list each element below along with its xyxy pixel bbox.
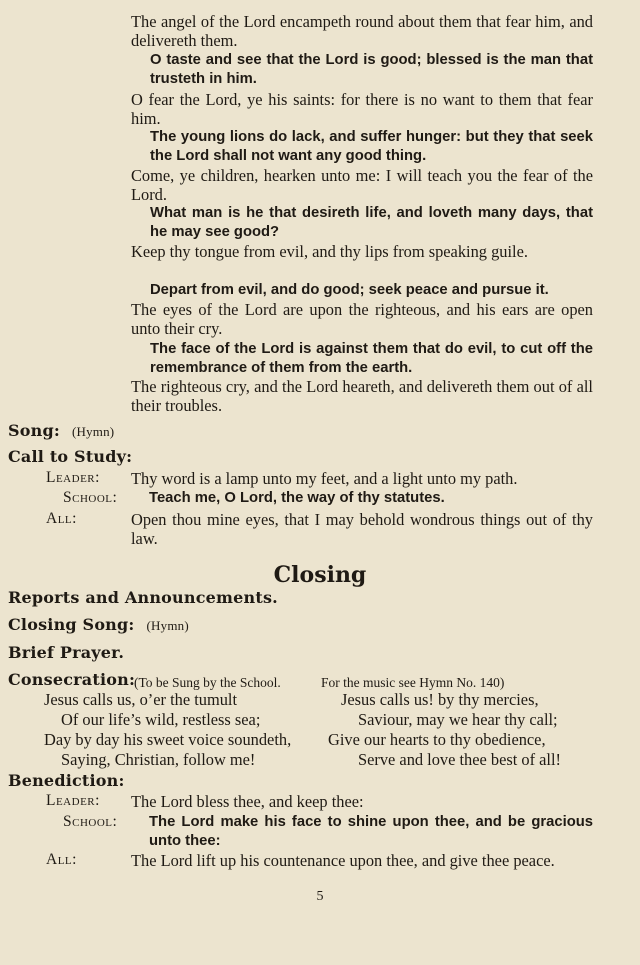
psalm-response: What man is he that desireth life, and loveth many days, that he may see good? [150, 205, 593, 240]
song-label: Song: [8, 421, 60, 440]
school-text: The Lord make his face to shine upon thee, and be gracious unto thee: [149, 814, 593, 849]
consecration-music-note: For the music see Hymn No. 140) [321, 675, 505, 690]
leader-role: Leader: [46, 792, 100, 809]
all-role: All: [46, 510, 77, 527]
school-text: Teach me, O Lord, the way of thy statutes. [149, 490, 445, 506]
call-to-study-heading: Call to Study: [8, 447, 133, 466]
reports-heading: Reports and Announcements. [8, 588, 278, 607]
hymn-line: Jesus calls us! by thy mercies, [341, 690, 539, 709]
brief-prayer-heading: Brief Prayer. [8, 643, 125, 662]
psalm-verse: Come, ye children, hearken unto me: I will teach you the fear of the Lord. [131, 166, 593, 204]
psalm-verse: The righteous cry, and the Lord heareth, and delivereth them out of all their troubles. [131, 377, 593, 415]
hymn-line: Serve and love thee best of all! [358, 750, 561, 769]
hymn-verse-right [328, 690, 561, 770]
closing-song-note: (Hymn) [146, 618, 189, 633]
psalm-response: The young lions do lack, and suffer hunger: but they that seek the Lord shall not want any good thing. [150, 129, 593, 164]
psalm-response: The face of the Lord is against them that do evil, to cut off the remembrance of them from the earth. [150, 341, 593, 376]
psalm-verse: O fear the Lord, ye his saints: for there is no want to them that fear him. [131, 90, 593, 128]
hymn-line: Jesus calls us, o’er the tumult [44, 690, 238, 709]
hymn-verse-left [44, 690, 291, 770]
hymn-line: Saviour, may we hear thy call; [358, 710, 558, 729]
hymn-line: Saying, Christian, follow me! [61, 750, 256, 769]
closing-title: Closing [273, 562, 367, 588]
hymn-line: Of our life’s wild, restless sea; [61, 710, 261, 729]
psalm-response: O taste and see that the Lord is good; blessed is the man that trusteth in him. [150, 52, 593, 87]
consecration-note: (To be Sung by the School. [134, 675, 281, 690]
song-heading [8, 421, 114, 440]
all-text: Open thou mine eyes, that I may behold wondrous things out of thy law. [131, 510, 593, 548]
page-number: 5 [316, 889, 324, 904]
psalm-response: Depart from evil, and do good; seek peace and pursue it. [150, 282, 549, 298]
hymn-line: Give our hearts to thy obedience, [328, 730, 546, 749]
psalm-verse: Keep thy tongue from evil, and thy lips from speaking guile. [131, 242, 528, 261]
closing-song-heading [8, 615, 189, 634]
hymn-line: Day by day his sweet voice soundeth, [44, 730, 292, 749]
all-text: The Lord lift up his countenance upon thee, and give thee peace. [131, 851, 555, 870]
song-note: (Hymn) [71, 424, 115, 439]
school-role: School: [63, 813, 118, 830]
benediction-heading: Benediction: [8, 771, 125, 790]
leader-text: The Lord bless thee, and keep thee: [131, 792, 364, 811]
all-role: All: [46, 851, 77, 868]
leader-text: Thy word is a lamp unto my feet, and a light unto my path. [131, 469, 518, 488]
psalm-verse: The angel of the Lord encampeth round about them that fear him, and delivereth them. [131, 12, 593, 50]
school-role: School: [63, 489, 118, 506]
leader-role: Leader: [46, 469, 100, 486]
psalm-verse: The eyes of the Lord are upon the righteous, and his ears are open unto their cry. [131, 300, 593, 338]
consecration-heading: Consecration: [8, 670, 136, 689]
closing-song-label: Closing Song: [8, 615, 135, 634]
